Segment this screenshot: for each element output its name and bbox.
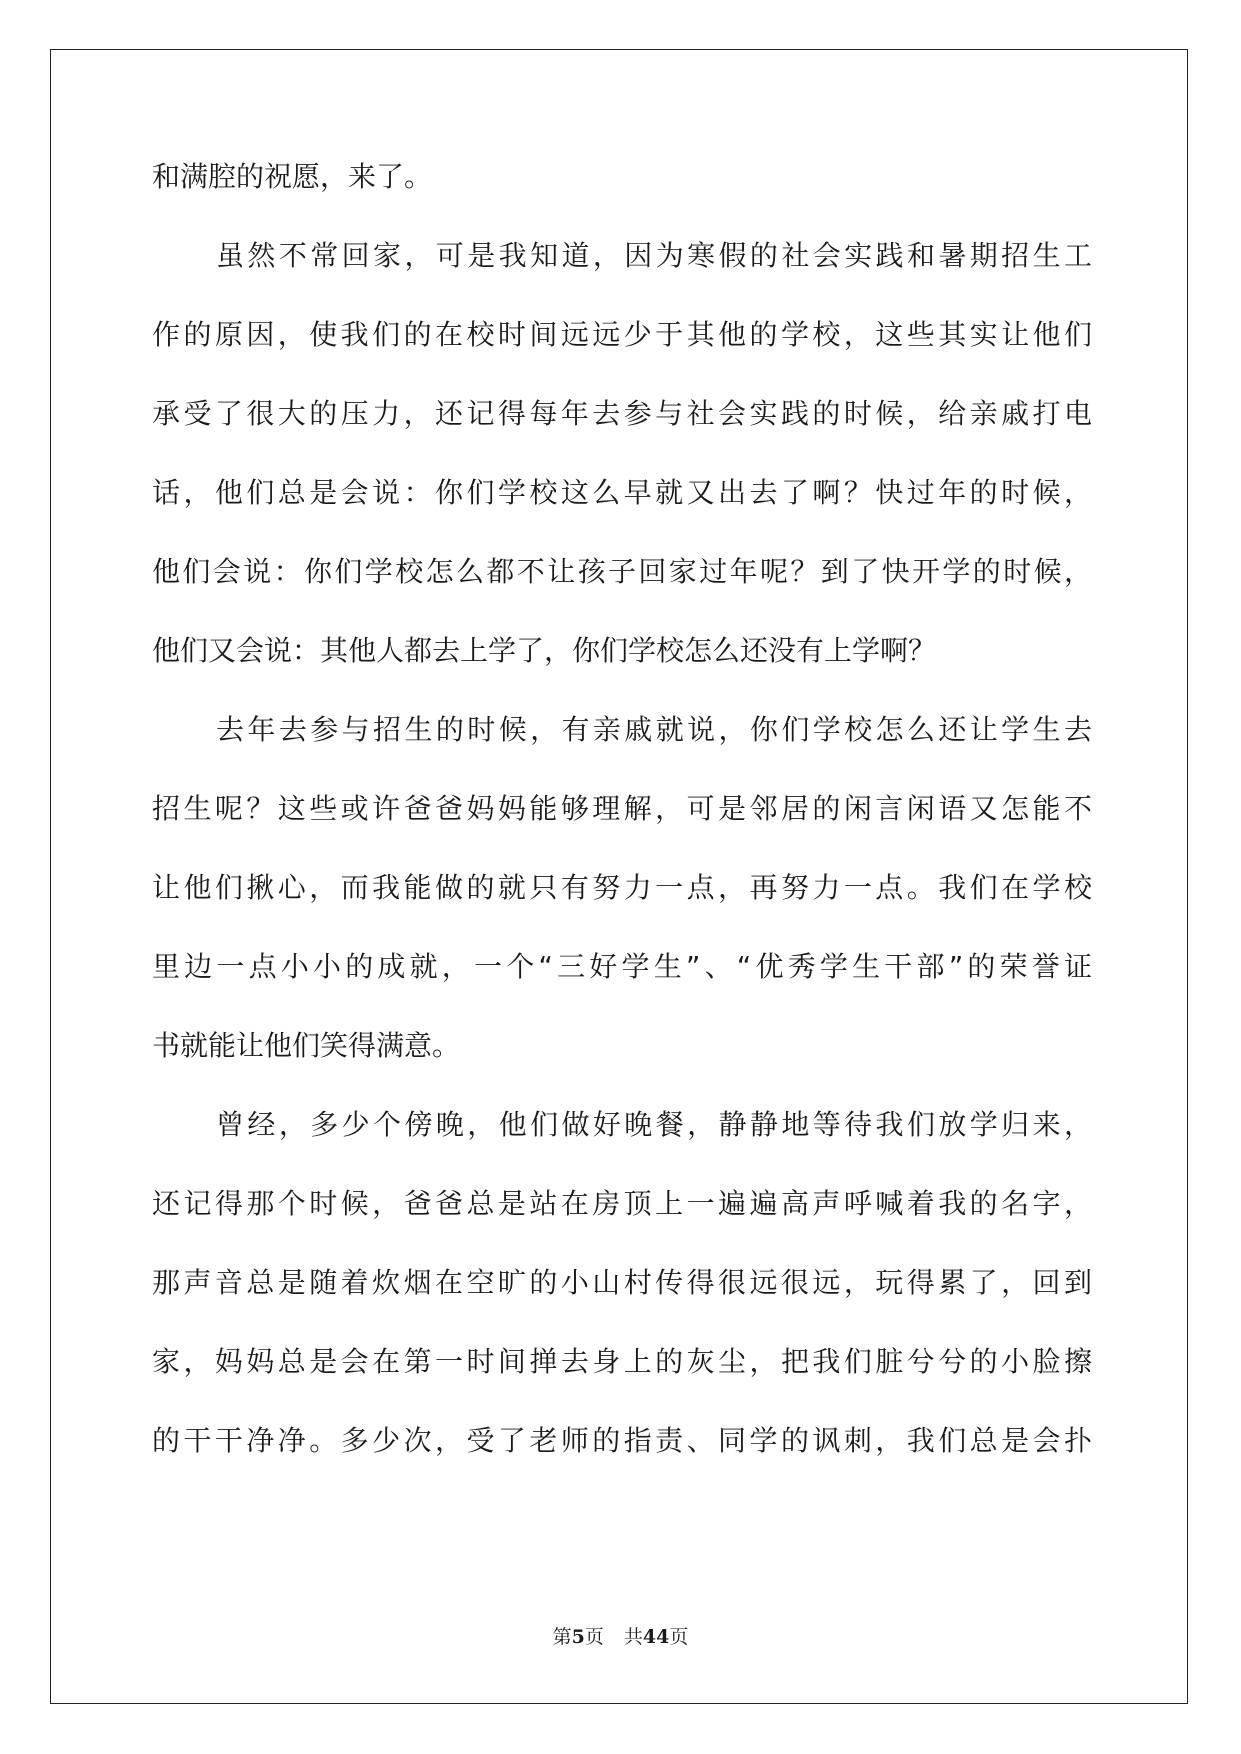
text-line: 招生呢？这些或许爸爸妈妈能够理解，可是邻居的闲言闲语又怎能不 [152, 792, 1092, 825]
page-prefix: 第 [552, 1626, 572, 1648]
text-line: 那声音总是随着炊烟在空旷的小山村传得很远很远，玩得累了，回到 [152, 1266, 1092, 1299]
total-prefix: 共 [623, 1626, 643, 1648]
total-suffix: 页 [669, 1626, 689, 1648]
document-body [152, 157, 1092, 1500]
text-line: 曾经，多少个傍晚，他们做好晚餐，静静地等待我们放学归来， [216, 1108, 1092, 1141]
text-line: 里边一点小小的成就，一个“三好学生”、“优秀学生干部”的荣誉证 [152, 950, 1092, 983]
text-line: 他们又会说：其他人都去上学了，你们学校怎么还没有上学啊？ [152, 634, 937, 667]
page-suffix: 页 [584, 1626, 604, 1648]
text-line: 和满腔的祝愿，来了。 [152, 160, 433, 193]
text-line: 他们会说：你们学校怎么都不让孩子回家过年呢？到了快开学的时候， [152, 555, 1092, 588]
text-line: 还记得那个时候，爸爸总是站在房顶上一遍遍高声呼喊着我的名字， [152, 1187, 1092, 1220]
text-line: 作的原因，使我们的在校时间远远少于其他的学校，这些其实让他们 [152, 318, 1092, 351]
text-line: 家，妈妈总是会在第一时间掸去身上的灰尘，把我们脏兮兮的小脸擦 [152, 1345, 1092, 1378]
text-line: 书就能让他们笑得满意。 [152, 1029, 461, 1062]
total-pages: 44 [642, 1626, 670, 1648]
text-line: 的干干净净。多少次，受了老师的指责、同学的讽刺，我们总是会扑 [152, 1424, 1092, 1457]
text-line: 去年去参与招生的时候，有亲戚就说，你们学校怎么还让学生去 [216, 713, 1092, 746]
text-line: 承受了很大的压力，还记得每年去参与社会实践的时候，给亲戚打电 [152, 397, 1092, 430]
text-line: 让他们揪心，而我能做的就只有努力一点，再努力一点。我们在学校 [152, 871, 1092, 904]
text-line: 话，他们总是会说：你们学校这么早就又出去了啊？快过年的时候， [152, 476, 1092, 509]
text-line: 虽然不常回家，可是我知道，因为寒假的社会实践和暑期招生工 [216, 239, 1092, 272]
page-number: 5 [571, 1626, 585, 1648]
page-footer [0, 1622, 1241, 1649]
